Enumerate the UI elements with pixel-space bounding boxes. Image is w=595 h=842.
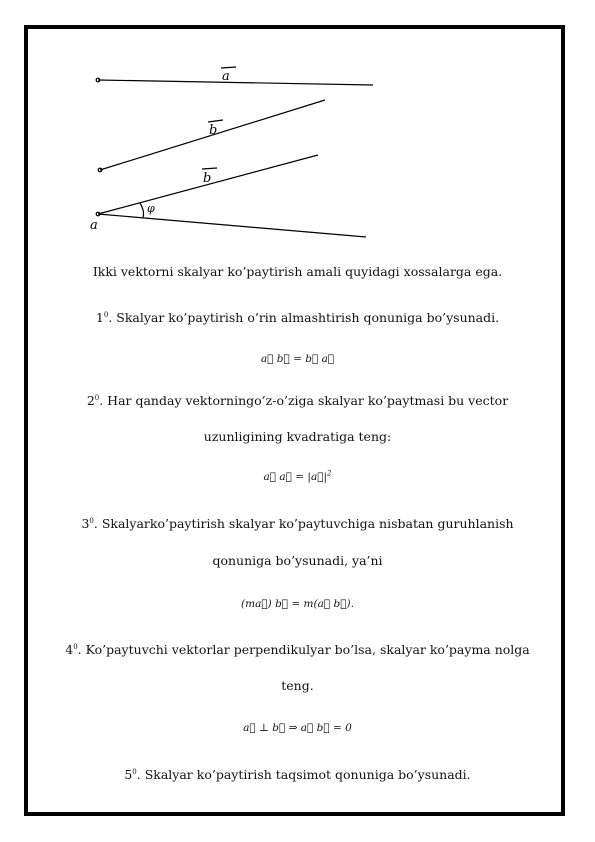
formula-associative: (ma⃗) b⃗ = m(a⃗ b⃗). [241, 598, 354, 610]
formula-perpendicular: a⃗ ⊥ b⃗ ⇒ a⃗ b⃗ = 0 [243, 722, 352, 734]
property-2-continued: uzunligining kvadratiga teng: [203, 429, 392, 444]
property-5 [0, 767, 595, 782]
property-4-continued: teng. [281, 678, 314, 693]
angle-arc [140, 203, 144, 218]
vector-a-line [98, 80, 373, 85]
property-3-number: 3 [81, 516, 90, 531]
label-b2: b [203, 171, 212, 186]
property-3-degree: 0 [89, 516, 94, 525]
label-origin: a [90, 218, 98, 233]
property-3-text: . Skalyarko’paytirish skalyar ko’paytuvchiga nisbatan guruhlanish [93, 516, 514, 531]
property-5-number: 5 [124, 767, 133, 782]
property-4 [0, 642, 595, 657]
intro-text: Ikki vektorni skalyar ko’paytirish amali quyidagi xossalarga ega. [92, 264, 503, 279]
property-2-text: . Har qanday vektorningo’z-o’ziga skalyar ko’paytmasi bu vector [99, 393, 509, 408]
label-phi: φ [147, 202, 155, 215]
label-a-bar [221, 67, 236, 68]
property-2-degree: 0 [94, 393, 100, 402]
label-b1-bar [208, 120, 223, 122]
property-3-continued: qonuniga bo’ysunadi, ya’ni [212, 553, 383, 568]
property-5-degree: 0 [132, 767, 137, 776]
formula-square [0, 471, 595, 483]
property-2 [0, 393, 595, 408]
label-a: a [222, 69, 230, 84]
label-b1: b [209, 123, 218, 138]
property-3 [0, 516, 595, 531]
property-1 [0, 310, 595, 325]
formula-square-main: a⃗ a⃗ = |a⃗| [263, 471, 328, 483]
property-1-text: . Skalyar ko’paytirish o’rin almashtirish qonuniga bo’ysunadi. [108, 310, 500, 325]
formula-commutative: a⃗ b⃗ = b⃗ a⃗ [260, 353, 335, 365]
formula-square-exponent: 2 [327, 469, 332, 478]
label-b2-bar [202, 168, 217, 169]
property-5-text: . Skalyar ko’paytirish taqsimot qonuniga bo’ysunadi. [136, 767, 471, 782]
property-4-number: 4 [65, 642, 74, 657]
property-4-degree: 0 [73, 642, 78, 651]
property-1-degree: 0 [103, 310, 109, 319]
vector-a2-line [98, 214, 366, 237]
property-4-text: . Ko’paytuvchi vektorlar perpendikulyar bo’lsa, skalyar ko’payma nolga [77, 642, 530, 657]
property-1-number: 1 [95, 310, 104, 325]
property-2-number: 2 [86, 393, 95, 408]
vector-diagram [88, 62, 373, 240]
